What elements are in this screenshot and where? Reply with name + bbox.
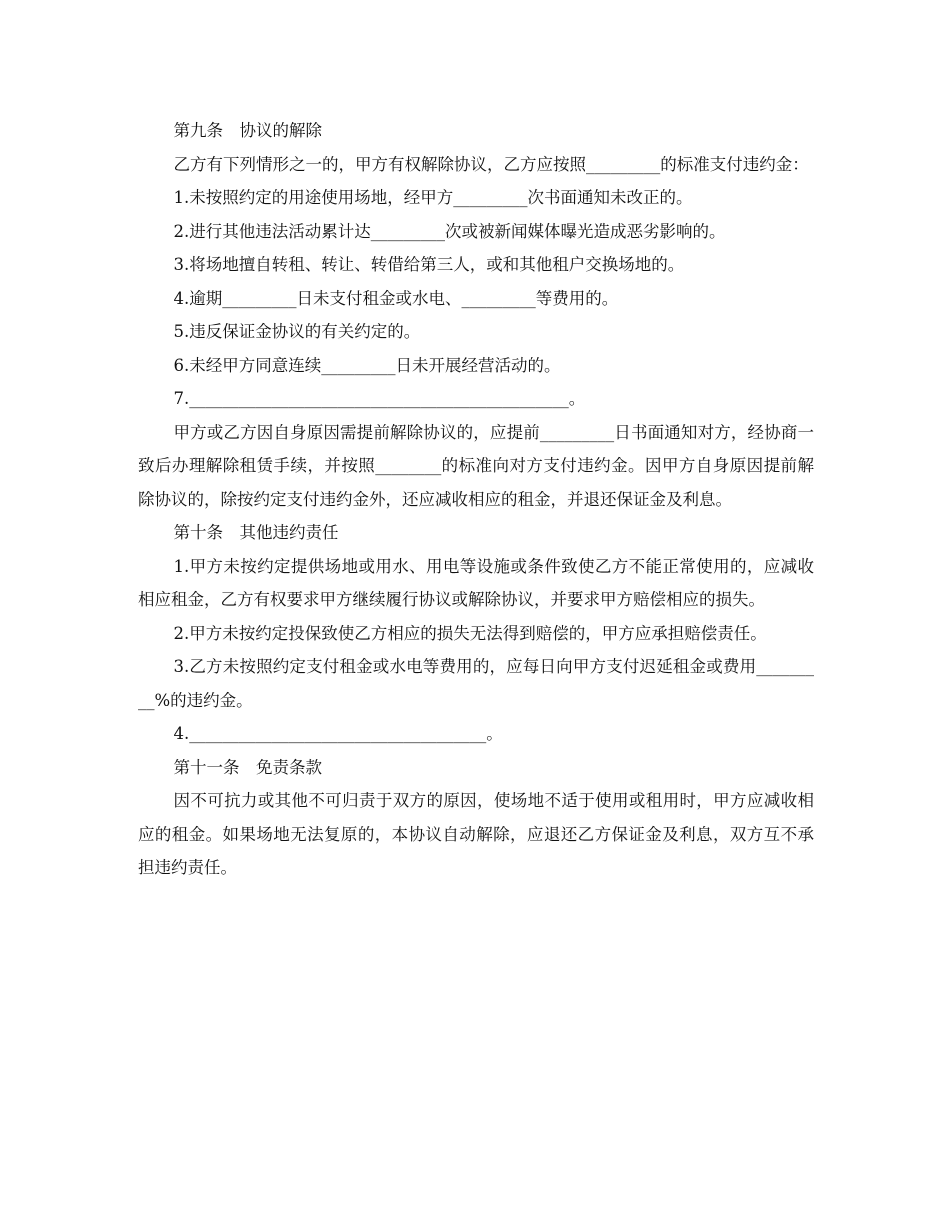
article-11-heading: 第十一条 免责条款 — [173, 757, 322, 777]
document-page — [138, 114, 814, 885]
article-9-item-7: 7.______________________________________________。 — [173, 389, 586, 408]
article-9-item-1: 1.未按照约定的用途使用场地，经甲方_________次书面通知未改正的。 — [173, 188, 693, 207]
article-9-early-termination: 甲方或乙方因自身原因需提前解除协议的，应提前_________日书面通知对方，经协商一致后办理解除租赁手续，并按照________的标准向对方支付违约金。因甲方自身原因提前解除协议的，除按约定支付违约金外，还应减收相应的租金，并退还保证金及利息。 — [138, 422, 814, 509]
article-9-item-6: 6.未经甲方同意连续_________日未开展经营活动的。 — [173, 355, 561, 375]
article-10-item-4: 4.____________________________________。 — [173, 724, 503, 743]
article-9-intro: 乙方有下列情形之一的，甲方有权解除协议，乙方应按照_________的标准支付违约金： — [173, 154, 809, 174]
article-11-paragraph: 因不可抗力或其他不可归责于双方的原因，使场地不适于使用或租用时，甲方应减收相应的租金。如果场地无法复原的，本协议自动解除，应退还乙方保证金及利息，双方互不承担违约责任。 — [138, 791, 814, 877]
article-9-heading: 第九条 协议的解除 — [173, 121, 322, 140]
article-9-item-5: 5.违反保证金协议的有关约定的。 — [173, 322, 421, 341]
article-9-item-4: 4.逾期_________日未支付租金或水电、_________等费用的。 — [173, 288, 619, 308]
article-10-item-3: 3.乙方未按照约定支付租金或水电等费用的，应每日向甲方支付迟延租金或费用_________%的违约金。 — [138, 657, 814, 710]
article-10-item-1: 1.甲方未按约定提供场地或用水、用电等设施或条件致使乙方不能正常使用的，应减收相应租金，乙方有权要求甲方继续履行协议或解除协议，并要求甲方赔偿相应的损失。 — [138, 556, 814, 609]
article-10-heading: 第十条 其他违约责任 — [173, 523, 339, 542]
article-9-item-2: 2.进行其他违法活动累计达_________次或被新闻媒体曝光造成恶劣影响的。 — [173, 221, 726, 241]
article-10-item-2: 2.甲方未按约定投保致使乙方相应的损失无法得到赔偿的，甲方应承担赔偿责任。 — [173, 623, 767, 643]
article-9-item-3: 3.将场地擅自转租、转让、转借给第三人，或和其他租户交换场地的。 — [173, 255, 685, 274]
